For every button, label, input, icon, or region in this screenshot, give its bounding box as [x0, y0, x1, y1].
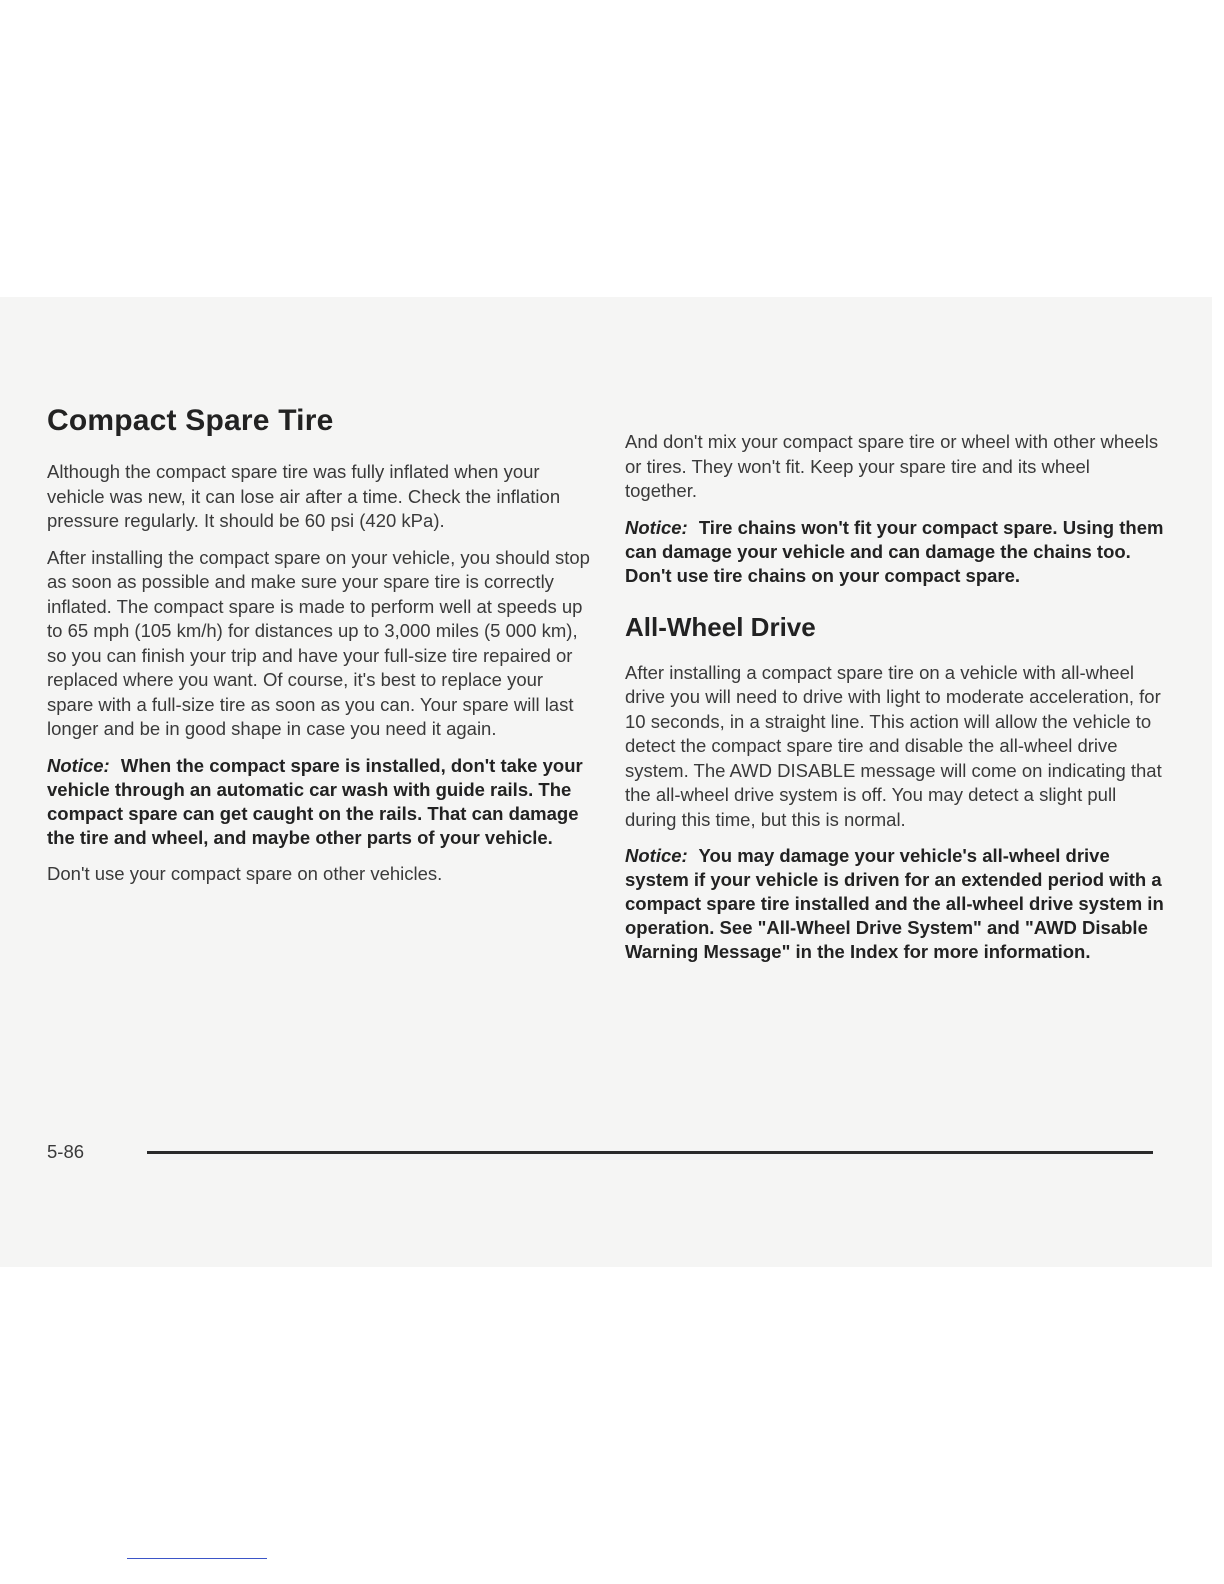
- paragraph-dont-mix: And don't mix your compact spare tire or wheel with other wheels or tires. They won't fit. Keep your spare tire and its wheel together.: [625, 431, 1159, 501]
- notice-text: When the compact spare is installed, don't take your vehicle through an automatic car wash with guide rails. The compact spare can get caught on the rails. That can damage the tire and wheel, and maybe other parts of your vehicle.: [47, 754, 583, 848]
- footer-rule: [147, 1151, 1153, 1154]
- notice-label: Notice:: [625, 516, 688, 538]
- page-number: 5-86: [47, 1141, 85, 1162]
- section-heading-all-wheel-drive: All-Wheel Drive: [625, 611, 816, 642]
- paragraph-inflation: Although the compact spare tire was fully inflated when your vehicle was new, it can lose air after a time. Check the inflation pressure regularly. It should be 60 psi (420 kPa).: [47, 461, 561, 531]
- notice-label: Notice:: [47, 754, 110, 776]
- notice-car-wash: [47, 754, 592, 850]
- notice-awd-damage: [625, 844, 1165, 964]
- paragraph-other-vehicles: Don't use your compact spare on other vehicles.: [47, 862, 443, 884]
- notice-label: Notice:: [625, 845, 688, 866]
- left-column: [47, 460, 592, 898]
- notice-text: Tire chains won't fit your compact spare. Using them can damage your vehicle and can damage the chains too. Don't use tire chains on your compact spare.: [625, 516, 1164, 586]
- bottom-rule: [127, 1558, 267, 1559]
- notice-text: You may damage your vehicle's all-wheel drive system if your vehicle is driven for an extended period with a compact spare tire installed and the all-wheel drive system in operation. See "All-Wheel Drive System" and "AWD Disable Warning Message" in the Index for more information.: [625, 845, 1164, 962]
- section-heading-compact-spare-tire: Compact Spare Tire: [47, 404, 334, 437]
- right-column: [625, 430, 1165, 976]
- paragraph-awd: After installing a compact spare tire on a vehicle with all-wheel drive you will need to drive with light to moderate acceleration, for 10 seconds, in a straight line. This action will allow the vehicle to detect the compact spare tire and disable the all-wheel drive system. The AWD DISABLE message will come on indicating that the all-wheel drive system is off. You may detect a slight pull during this time, but this is normal.: [625, 661, 1162, 830]
- paragraph-after-installing: After installing the compact spare on your vehicle, you should stop as soon as possible and make sure your spare tire is correctly inflated. The compact spare is made to perform well at speeds up to 65 mph (105 km/h) for distances up to 3,000 miles (5 000 km), so you can finish your trip and have your full-size tire repaired or replaced where you want. Of course, it's best to replace your spare with a full-size tire as soon as you can. Your spare will last longer and be in good shape in case you need it again.: [47, 546, 590, 739]
- notice-tire-chains: [625, 516, 1165, 588]
